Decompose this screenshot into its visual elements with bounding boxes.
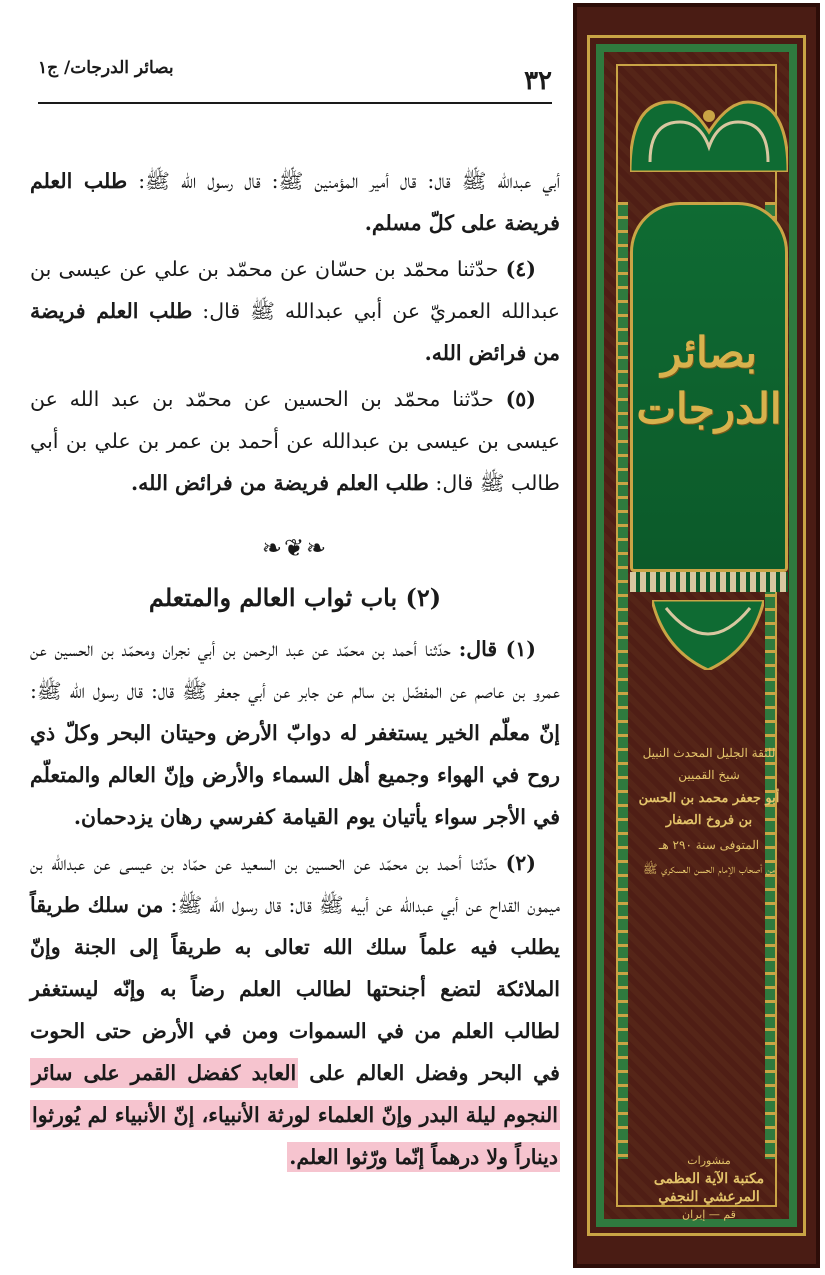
hadith-quote: من سلك طريقاً يطلب فيه علماً سلك الله تعالى به طريقاً إلى الجنة وإنّ الملائكة لتضع أجنحتها لطالب العلم رضاً به وإنّه ليستغفر لطالب العلم من في السموات ومن في الأرض حتى الحوت في البحر وفضل العالم على — [30, 893, 560, 1085]
cover-author-epithet: للثقة الجليل المحدث النبيل شيخ القميين — [642, 746, 776, 782]
cover-author-block — [630, 742, 788, 882]
hadith-lead: قال: — [458, 637, 506, 661]
cover-publisher-city: قم — إيران — [682, 1208, 736, 1221]
hadith-5 — [30, 378, 560, 504]
chapter-title: (٢) باب ثواب العالم والمتعلم — [148, 583, 442, 612]
page-header — [38, 58, 552, 104]
hadith-text: حدّثنا أحمد بن محمّد عن عبد الرحمن بن أبي نجران ومحمّد بن الحسين عن عمرو بن عاصم عن المفضّل بن سالم عن جابر عن أبي جعفر ﷺ قال: قال رسول الله ﷺ: — [30, 637, 560, 703]
cover-title-panel — [630, 202, 788, 572]
header-divider — [38, 102, 552, 104]
hadith-number: (٤) — [505, 257, 536, 281]
hadith-4 — [30, 248, 560, 374]
running-title: بصائر الدرجات/ ج١ — [38, 58, 174, 78]
hadith-text: حدّثنا أحمد بن محمّد عن الحسين بن السعيد عن حمّاد بن عيسى عن عبدالله بن ميمون القداح عن أبي عبدالله عن أبيه ﷺ قال: قال رسول الله ﷺ: — [30, 851, 560, 917]
hadith-quote: إنّ معلّم الخير يستغفر له دوابّ الأرض وحيتان البحر وكلّ ذي روح في الهواء وجميع أهل السماء والأرض وإنّ العالم والمتعلّم في الأجر سواء يأتيان يوم القيامة كفرسي رهان يزدحمان. — [30, 721, 560, 829]
hadith-3-continuation — [30, 160, 560, 244]
page-number: ٣٢ — [524, 66, 552, 96]
cover-publisher-name: مكتبة الآية العظمى المرعشي النجفي — [653, 1171, 765, 1205]
cover-author-name: أبو جعفر محمد بن الحسن بن فروخ الصفار — [638, 791, 780, 828]
hadith-quote: طلب العلم فريضة من فرائض الله. — [131, 471, 429, 495]
cover-author-note: من أصحاب الإمام الحسن العسكري ﷺ — [643, 862, 775, 876]
hadith-number: (٢) — [505, 851, 536, 875]
hadith-quote: طلب العلم فريضة من فرائض الله. — [30, 299, 560, 365]
highlighted-passage: العابد كفضل القمر على سائر النجوم ليلة البدر وإنّ العلماء لورثة الأنبياء، إنّ الأنبياء لم يُورثوا ديناراً ولا درهماً إنّما ورّثوا العلم. — [30, 1058, 560, 1172]
hadith-text: حدّثنا محمّد بن حسّان عن محمّد بن علي عن عيسى بن عبدالله العمريّ عن أبي عبدالله ﷺ قال: — [30, 257, 560, 323]
book-cover-image — [573, 3, 820, 1268]
chapter-hadith-1 — [30, 628, 560, 838]
cover-outer-frame — [587, 35, 806, 1236]
hadith-number: (٥) — [505, 387, 536, 411]
hadith-quote: طلب العلم فريضة على كلّ مسلم. — [30, 169, 560, 235]
hadith-text: حدّثنا محمّد بن الحسين عن محمّد بن عبد الله عن عيسى بن عيسى بن عبدالله عن أحمد بن عمر بن علي بن أبي طالب ﷺ قال: — [30, 387, 560, 495]
cover-panel-fringe — [630, 572, 788, 592]
cover-pendant-ornament — [652, 600, 764, 670]
cover-arabesque-ornament — [630, 92, 788, 172]
cover-title: بصائر الدرجات — [636, 328, 782, 433]
hadith-number: (١) — [505, 637, 536, 661]
text-column — [30, 160, 560, 1182]
cover-inner-frame — [596, 44, 797, 1227]
cover-publisher-block — [640, 1152, 778, 1222]
hadith-text: أبي عبدالله ﷺ قال: قال أمير المؤمنين ﷺ: قال رسول الله ﷺ: — [127, 169, 560, 193]
cover-side-border-right — [618, 202, 628, 1159]
cover-author-death: المتوفى سنة ٢٩٠ هـ — [658, 838, 760, 852]
cover-publisher-label: منشورات — [687, 1154, 731, 1167]
chapter-hadith-2 — [30, 842, 560, 1178]
section-divider-ornament: ❧❦❧ — [261, 534, 329, 562]
